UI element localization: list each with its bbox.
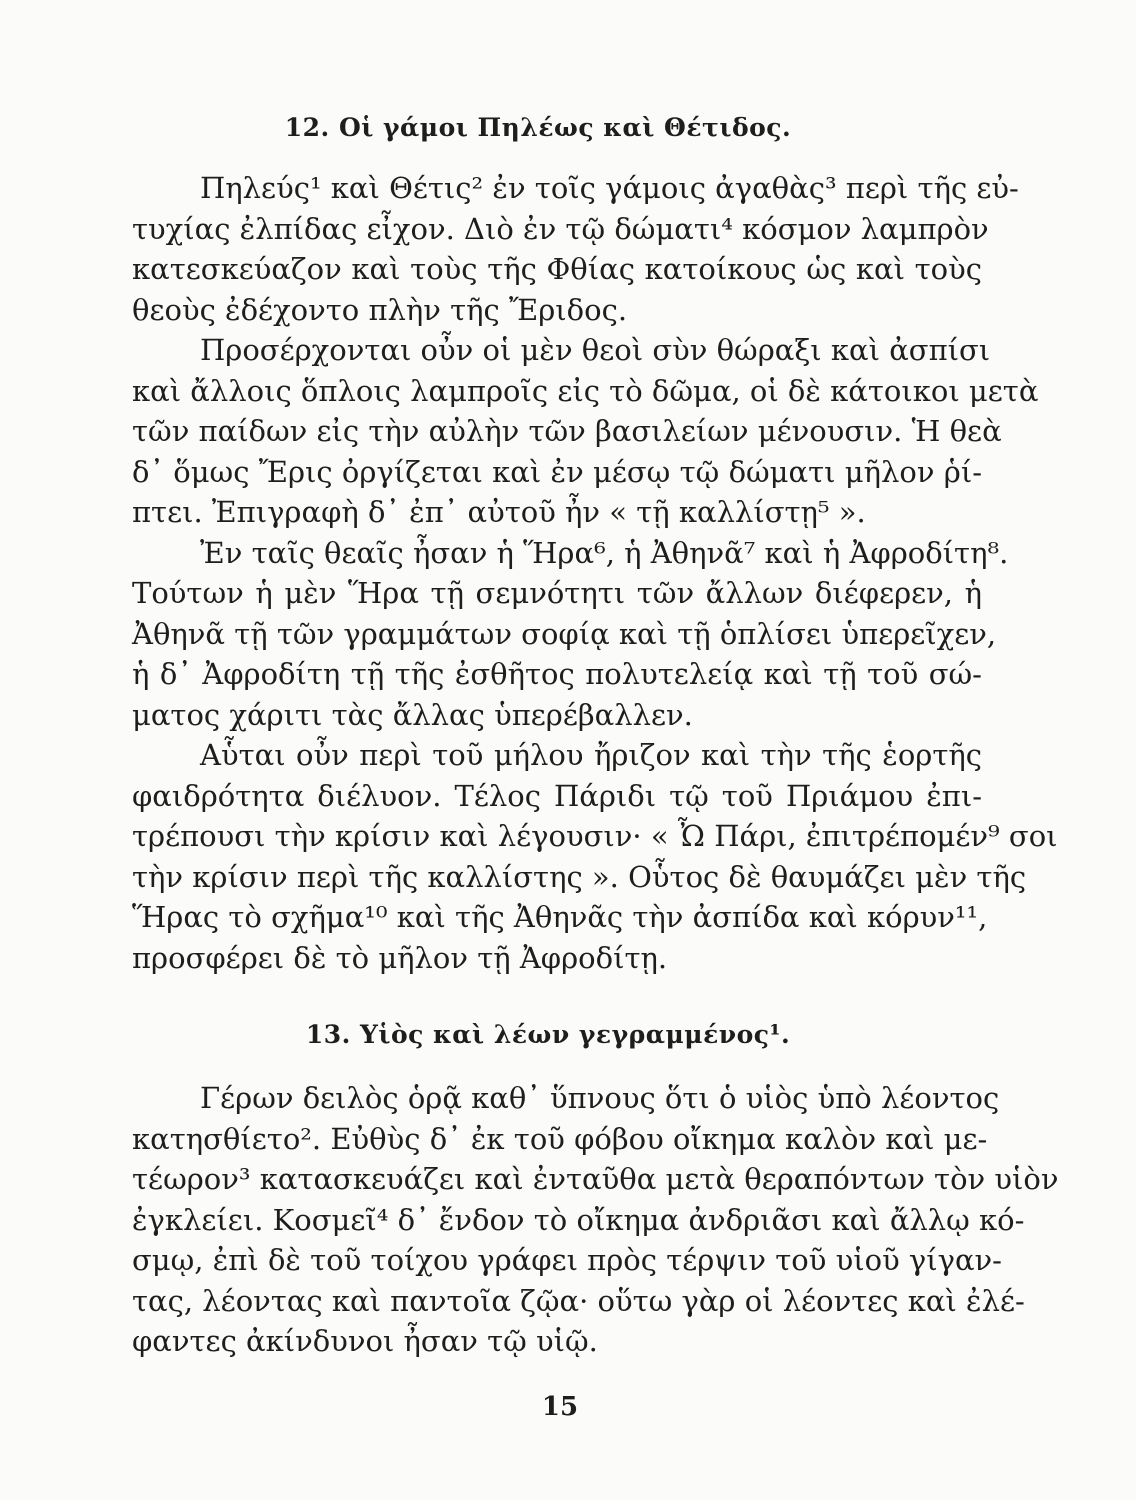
text-line: Γέρων δειλὸς ὁρᾷ καθ᾽ ὕπνους ὅτι ὁ υἱὸς ὑπὸ λέοντος: [200, 1081, 1000, 1115]
text-line: φαιδρότητα διέλυον. Τέλος Πάριδι τῷ τοῦ Πριάμου ἐπι-: [132, 778, 982, 813]
section-12-text: [132, 168, 1058, 978]
text-line: τας, λέοντας καὶ παντοῖα ζῷα· οὕτω γὰρ οἱ λέοντες καὶ ἐλέ-: [132, 1283, 1025, 1318]
text-line: Αὗται οὖν περὶ τοῦ μήλου ἤριζον καὶ τὴν τῆς ἑορτῆς: [200, 738, 982, 772]
text-line: ἡ δ᾽ Ἀφροδίτη τῇ τῆς ἐσθῆτος πολυτελείᾳ καὶ τῇ τοῦ σώ-: [132, 657, 982, 691]
text-line: Προσέρχονται οὖν οἱ μὲν θεοὶ σὺν θώραξι καὶ ἀσπίσι: [200, 333, 991, 367]
section-title-13: 13. Υἱὸς καὶ λέων γεγραμμένος¹.: [305, 1020, 791, 1049]
text-line: Πηλεύς¹ καὶ Θέτις² ἐν τοῖς γάμοις ἀγαθὰς³ περὶ τῆς εὐ-: [200, 171, 1019, 205]
text-line: τυχίας ἐλπίδας εἶχον. Διὸ ἐν τῷ δώματι⁴ κόσμον λαμπρὸν: [132, 211, 989, 246]
text-line: καὶ ἄλλοις ὅπλοις λαμπροῖς εἰς τὸ δῶμα, οἱ δὲ κάτοικοι μετὰ: [132, 373, 1039, 408]
text-line: τὴν κρίσιν περὶ τῆς καλλίστης ». Οὗτος δὲ θαυμάζει μὲν τῆς: [132, 859, 1027, 894]
text-line: Ἐν ταῖς θεαῖς ἦσαν ἡ Ἥρα⁶, ἡ Ἀθηνᾶ⁷ καὶ ἡ Ἀφροδίτη⁸.: [200, 535, 1009, 570]
text-line: δ᾽ ὅμως Ἔρις ὀργίζεται καὶ ἐν μέσῳ τῷ δώματι μῆλον ῥί-: [132, 454, 982, 489]
text-line: τῶν παίδων εἰς τὴν αὐλὴν τῶν βασιλείων μένουσιν. Ἡ θεὰ: [132, 414, 1002, 448]
text-line: Ἀθηνᾶ τῇ τῶν γραμμάτων σοφίᾳ καὶ τῇ ὁπλίσει ὑπερεῖχεν,: [132, 616, 997, 651]
text-line: κατεσκεύαζον καὶ τοὺς τῆς Φθίας κατοίκους ὡς καὶ τοὺς: [132, 252, 982, 286]
text-line: προσφέρει δὲ τὸ μῆλον τῇ Ἀφροδίτῃ.: [132, 940, 668, 975]
text-line: ἐγκλείει. Κοσμεῖ⁴ δ᾽ ἔνδον τὸ οἴκημα ἀνδριᾶσι καὶ ἄλλῳ κό-: [132, 1202, 1025, 1237]
text-line: φαντες ἀκίνδυνοι ἦσαν τῷ υἱῷ.: [132, 1324, 598, 1358]
text-line: τέωρον³ κατασκευάζει καὶ ἐνταῦθα μετὰ θεραπόντων τὸν υἱὸν: [132, 1162, 1059, 1196]
text-line: τρέπουσι τὴν κρίσιν καὶ λέγουσιν· « Ὦ Πάρι, ἐπιτρέπομέν⁹ σοι: [132, 819, 1058, 853]
section-13-text: [132, 1078, 1059, 1362]
text-line: πτει. Ἐπιγραφὴ δ᾽ ἐπ᾽ αὐτοῦ ἦν « τῇ καλλίστῃ⁵ ».: [132, 495, 866, 529]
text-line: κατησθίετο². Εὐθὺς δ᾽ ἐκ τοῦ φόβου οἴκημα καλὸν καὶ με-: [132, 1121, 988, 1156]
text-line: Τούτων ἡ μὲν Ἥρα τῇ σεμνότητι τῶν ἄλλων διέφερεν, ἡ: [132, 576, 982, 610]
text-line: θεοὺς ἐδέχοντο πλὴν τῆς Ἔριδος.: [132, 292, 628, 327]
text-line: σμῳ, ἐπὶ δὲ τοῦ τοίχου γράφει πρὸς τέρψιν τοῦ υἱοῦ γίγαν-: [132, 1243, 1002, 1277]
text-line: Ἥρας τὸ σχῆμα¹⁰ καὶ τῆς Ἀθηνᾶς τὴν ἀσπίδα καὶ κόρυν¹¹,: [132, 900, 988, 934]
page-number: 15: [541, 1392, 579, 1422]
section-title-12: 12. Οἱ γάμοι Πηλέως καὶ Θέτιδος.: [284, 113, 792, 142]
text-line: ματος χάριτι τὰς ἄλλας ὑπερέβαλλεν.: [132, 697, 693, 732]
